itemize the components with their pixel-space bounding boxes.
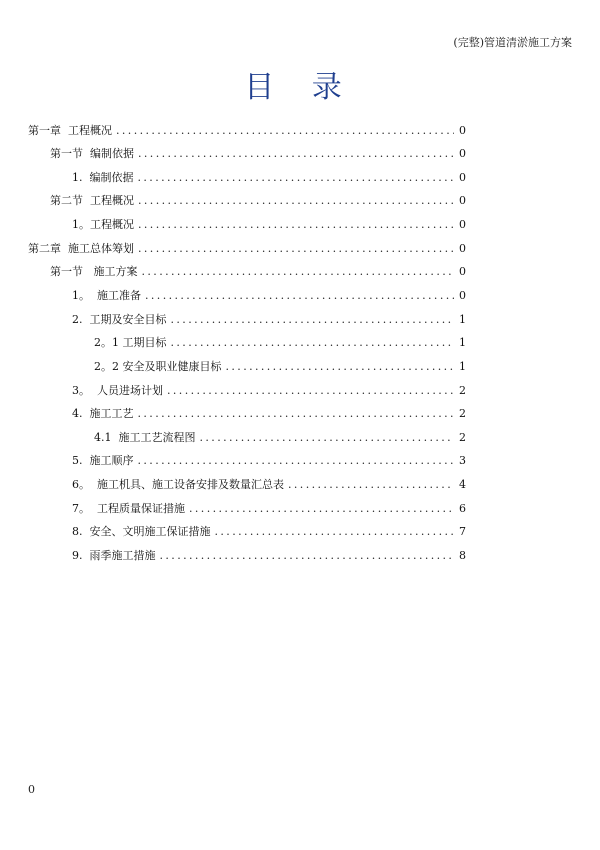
toc-entry-page: 0 [459, 242, 466, 255]
toc-entry-page: 2 [459, 431, 466, 444]
toc-entry-page: 0 [459, 265, 466, 278]
toc-entry[interactable] [72, 169, 466, 187]
toc-entry[interactable] [72, 452, 466, 470]
toc-entry-label: 5. 施工顺序 [72, 454, 134, 467]
toc-entry-page: 0 [459, 124, 466, 137]
toc-entry-page: 4 [459, 478, 466, 491]
toc-entry-label: 1。工程概况 [72, 218, 134, 231]
toc-entry-label: 6。 施工机具、施工设备安排及数量汇总表 [72, 478, 284, 491]
toc-dot-leader [171, 311, 455, 329]
toc-entry-page: 1 [459, 336, 466, 349]
toc-entry-page: 0 [459, 289, 466, 302]
toc-dot-leader [288, 476, 454, 494]
toc-dot-leader [215, 523, 455, 541]
toc-dot-leader [145, 287, 454, 305]
toc-entry-label: 2. 工期及安全目标 [72, 313, 167, 326]
toc-entry[interactable] [94, 358, 466, 376]
toc-entry-page: 6 [459, 502, 466, 515]
toc-dot-leader [138, 192, 454, 210]
toc-entry-page: 2 [459, 407, 466, 420]
toc-entry-label: 9. 雨季施工措施 [72, 549, 156, 562]
toc-entry-label: 第一章 工程概况 [28, 124, 112, 137]
toc-entry[interactable] [72, 287, 466, 305]
toc-entry[interactable] [28, 122, 466, 140]
toc-dot-leader [160, 547, 455, 565]
toc-dot-leader [138, 169, 455, 187]
toc-entry[interactable] [72, 405, 466, 423]
toc-dot-leader [138, 145, 454, 163]
toc-dot-leader [138, 452, 455, 470]
toc-entry-page: 0 [459, 218, 466, 231]
toc-entry-label: 2。2 安全及职业健康目标 [94, 360, 222, 373]
toc-entry-label: 第二章 施工总体筹划 [28, 242, 134, 255]
toc-entry-page: 2 [459, 384, 466, 397]
toc-entry-label: 第一节 编制依据 [50, 147, 134, 160]
toc-entry-label: 8. 安全、文明施工保证措施 [72, 525, 211, 538]
toc-entry-label: 第一节 施工方案 [50, 265, 138, 278]
toc-dot-leader [171, 334, 455, 352]
toc-entry-label: 2。1 工期目标 [94, 336, 167, 349]
toc-entry-label: 1. 编制依据 [72, 171, 134, 184]
toc-entry-page: 1 [459, 360, 466, 373]
toc-entry[interactable] [72, 523, 466, 541]
toc-dot-leader [138, 216, 454, 234]
toc-entry-label: 7。 工程质量保证措施 [72, 502, 185, 515]
toc-entry-page: 0 [459, 147, 466, 160]
toc-title: 目 录 [244, 70, 356, 105]
toc-entry[interactable] [72, 311, 466, 329]
toc-dot-leader [167, 382, 454, 400]
page-number: 0 [28, 783, 35, 796]
toc-entry-page: 7 [459, 525, 466, 538]
toc-entry-label: 4. 施工工艺 [72, 407, 134, 420]
toc-dot-leader [116, 122, 454, 140]
toc-entry[interactable] [50, 192, 466, 210]
toc-entry[interactable] [28, 240, 466, 258]
toc-entry[interactable] [50, 263, 466, 281]
toc-entry-page: 3 [459, 454, 466, 467]
toc-entry[interactable] [94, 334, 466, 352]
toc-entry[interactable] [72, 547, 466, 565]
toc-entry-label: 3。 人员进场计划 [72, 384, 163, 397]
toc-entry-label: 4.1 施工工艺流程图 [94, 431, 196, 444]
toc-entry-page: 1 [459, 313, 466, 326]
toc-dot-leader [142, 263, 455, 281]
toc-dot-leader [200, 429, 455, 447]
toc-entry[interactable] [72, 382, 466, 400]
toc-dot-leader [138, 240, 454, 258]
toc-entry-label: 第二节 工程概况 [50, 194, 134, 207]
toc-entry[interactable] [94, 429, 466, 447]
toc-dot-leader [138, 405, 455, 423]
toc-entry[interactable] [50, 145, 466, 163]
toc-entry-page: 0 [459, 171, 466, 184]
toc-entry-label: 1。 施工准备 [72, 289, 141, 302]
toc-dot-leader [189, 500, 454, 518]
toc-entry-page: 8 [459, 549, 466, 562]
toc-entry[interactable] [72, 500, 466, 518]
document-header-note: (完整)管道清淤施工方案 [453, 36, 572, 49]
toc-dot-leader [226, 358, 455, 376]
toc-entry-page: 0 [459, 194, 466, 207]
toc-entry[interactable] [72, 216, 466, 234]
toc-entry[interactable] [72, 476, 466, 494]
